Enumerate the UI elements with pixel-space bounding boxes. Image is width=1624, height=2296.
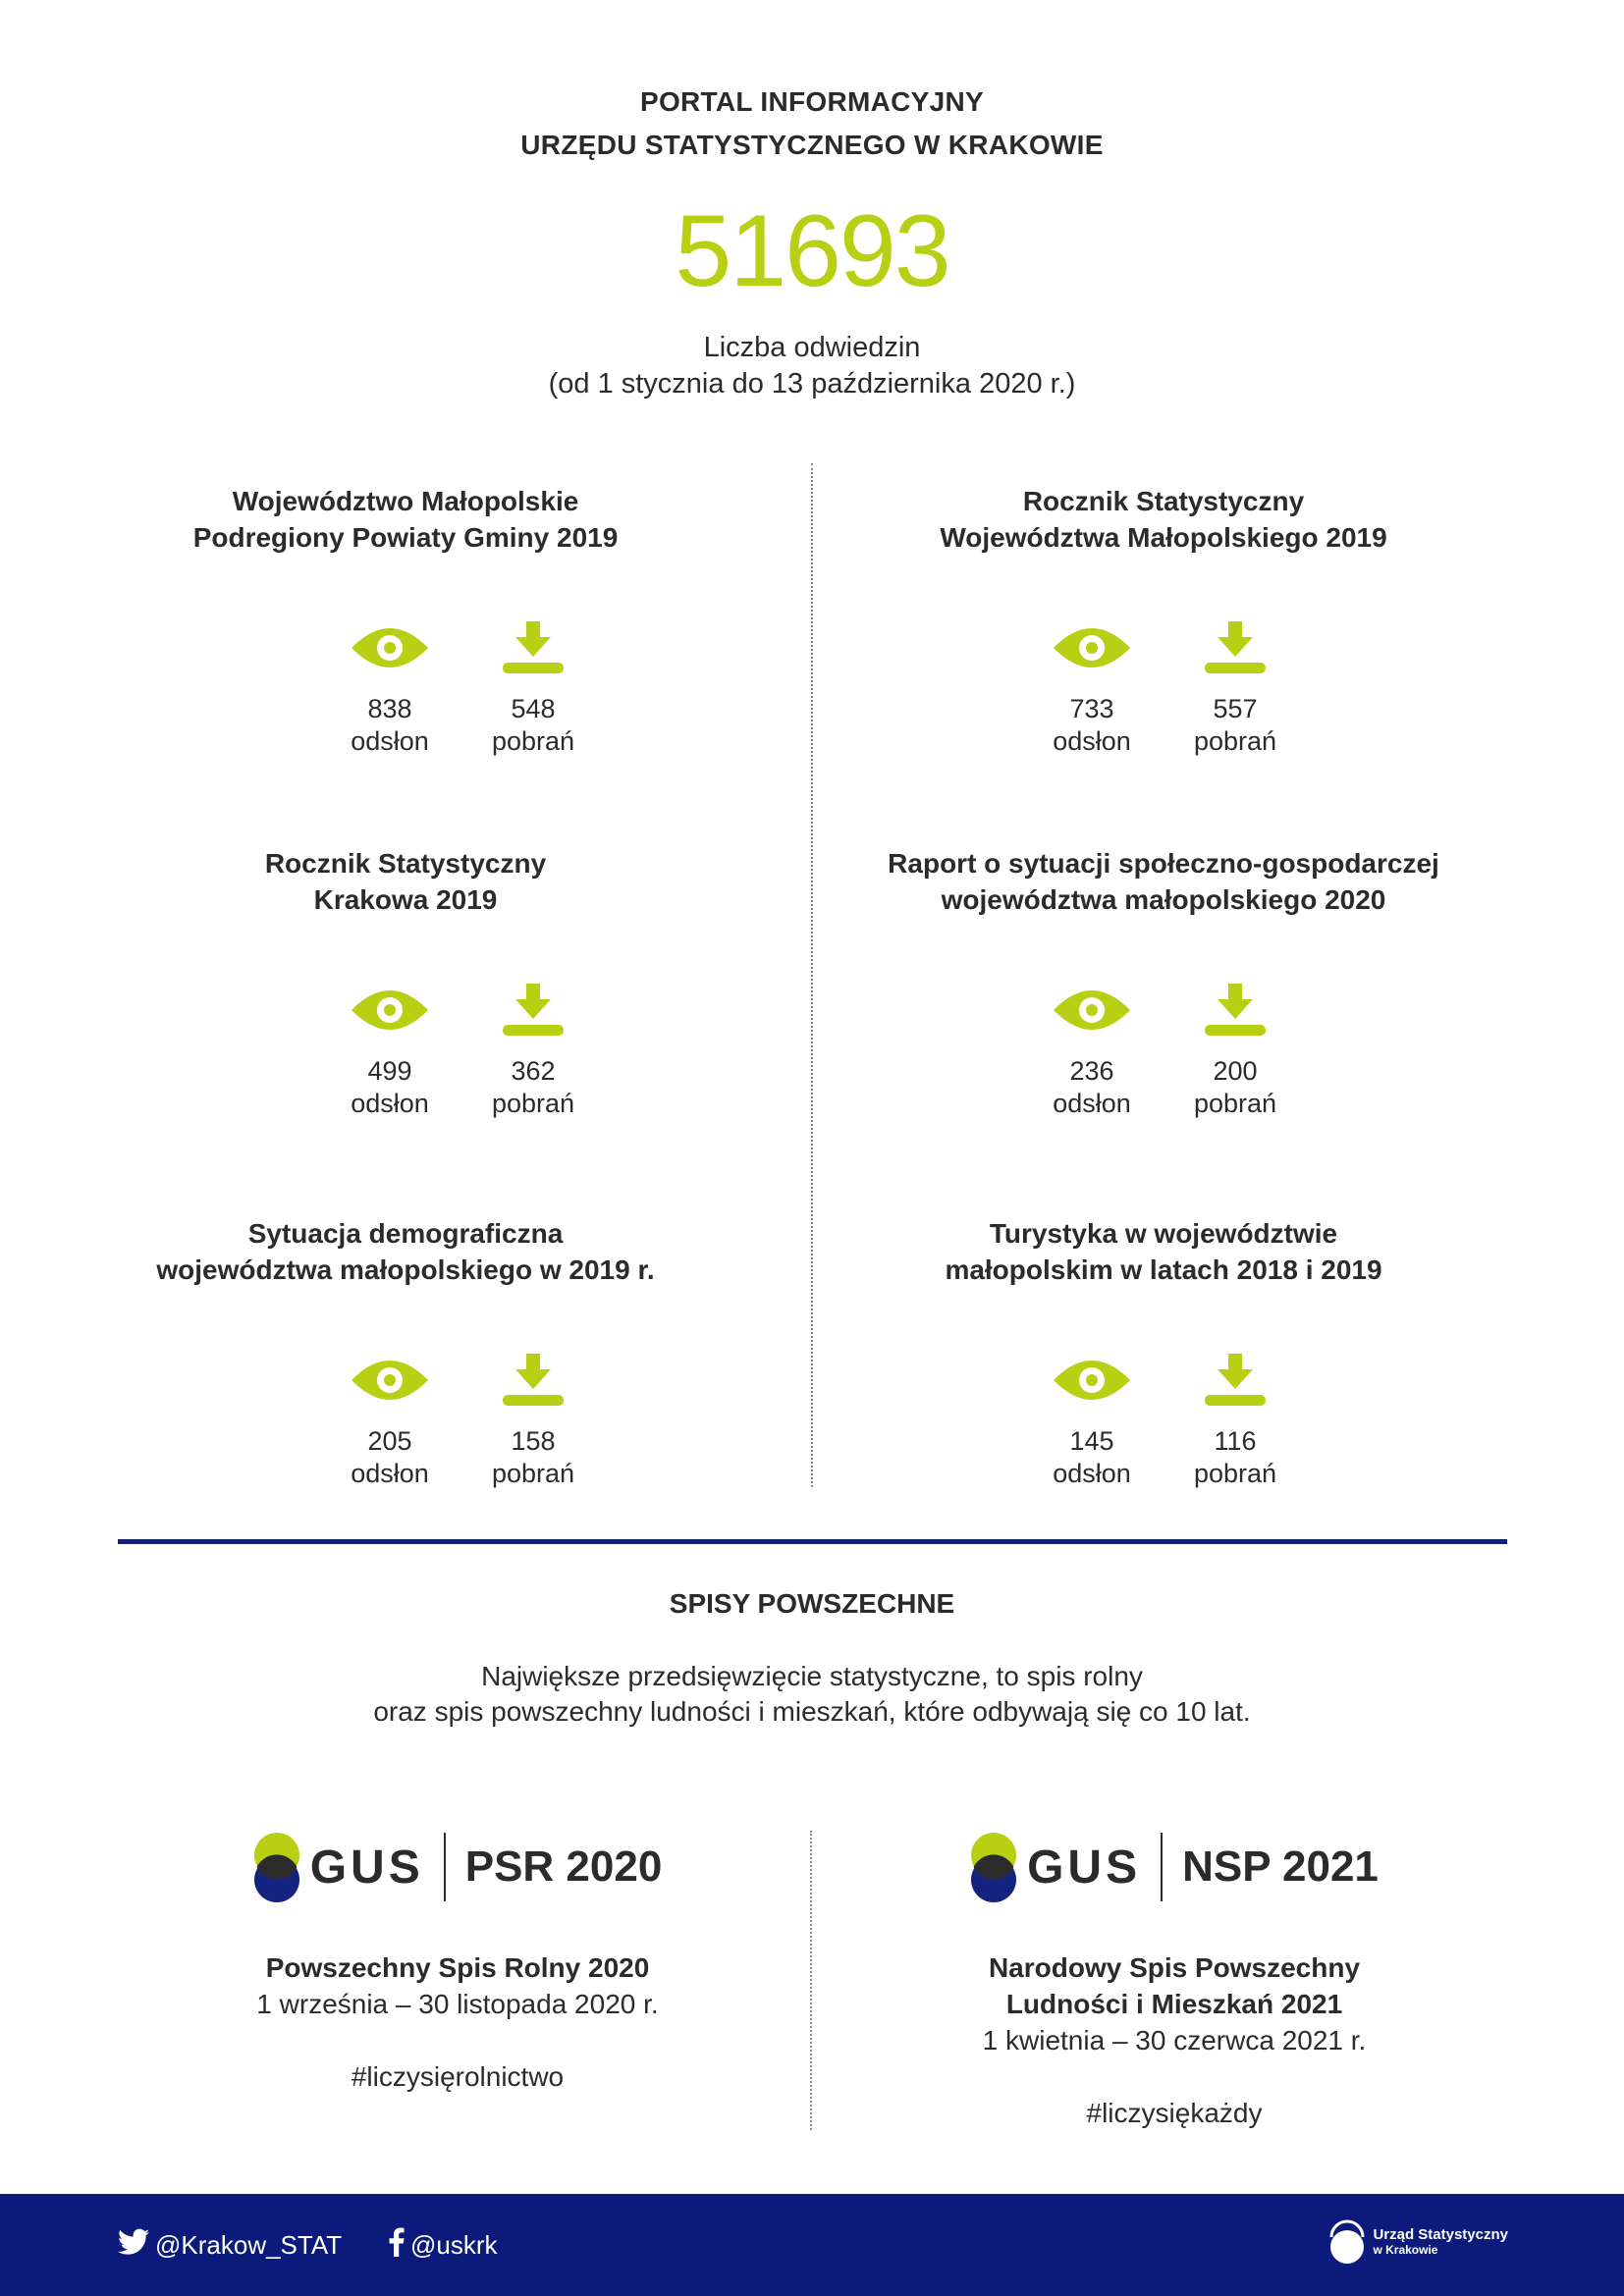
- views-stat: [1023, 981, 1161, 1120]
- publication-title: [771, 1215, 1556, 1288]
- downloads-count: 548: [511, 694, 556, 723]
- views-label: odsłon: [351, 1089, 429, 1118]
- section-divider: [118, 1539, 1507, 1544]
- views-stat: [1023, 1351, 1161, 1490]
- visits-caption: [0, 330, 1624, 402]
- downloads-count: 200: [1213, 1056, 1258, 1086]
- views-label: odsłon: [351, 1459, 429, 1488]
- download-icon: [464, 618, 602, 677]
- gus-wordmark: GUS: [1027, 1841, 1142, 1894]
- publication-title-line1: Turystyka w województwie: [989, 1218, 1338, 1249]
- downloads-stat: [464, 618, 602, 758]
- publication-stats: [771, 1351, 1556, 1498]
- publication-title: [13, 845, 798, 918]
- publication-title-line1: Raport o sytuacji społeczno-gospodarczej: [888, 848, 1439, 879]
- downloads-label: pobrań: [1193, 1459, 1277, 1488]
- views-count: 145: [1069, 1426, 1114, 1456]
- logo-separator: [1161, 1833, 1163, 1901]
- twitter-link[interactable]: [118, 2194, 342, 2296]
- views-label: odsłon: [1053, 1459, 1131, 1488]
- gus-wordmark: GUS: [309, 1841, 424, 1894]
- publication-title: [771, 483, 1556, 556]
- download-icon: [1166, 618, 1304, 677]
- facebook-handle: @uskrk: [410, 2229, 498, 2260]
- census-title: Powszechny Spis Rolny 2020: [265, 1952, 650, 1983]
- census-dates: 1 września – 30 listopada 2020 r.: [256, 1989, 659, 2019]
- publication-title-line2: Województwa Małopolskiego 2019: [940, 522, 1387, 553]
- views-count: 838: [367, 694, 412, 723]
- psr-logo: [65, 1828, 850, 1906]
- org-name-line2: w Krakowie: [1373, 2243, 1438, 2257]
- views-stat: [321, 618, 459, 758]
- page-title-line1: PORTAL INFORMACYJNY: [639, 86, 984, 117]
- download-icon: [1166, 981, 1304, 1040]
- downloads-stat: [1166, 1351, 1304, 1490]
- downloads-count: 116: [1214, 1426, 1257, 1456]
- page-title-line2: URZĘDU STATYSTYCZNEGO W KRAKOWIE: [520, 130, 1104, 160]
- downloads-count: 362: [511, 1056, 556, 1086]
- column-divider: [811, 463, 813, 1487]
- eye-icon: [1023, 981, 1161, 1040]
- gus-logo-icon: [253, 1833, 300, 1901]
- publication-title-line2: małopolskim w latach 2018 i 2019: [945, 1255, 1382, 1285]
- publication-card: [771, 483, 1556, 756]
- twitter-icon: [118, 2228, 155, 2263]
- footer: [0, 2194, 1624, 2296]
- census-card-nsp: [782, 1828, 1567, 2131]
- census-desc-line1: Największe przedsięwzięcie statystyczne, to spis rolny: [481, 1661, 1143, 1691]
- downloads-stat: [464, 981, 602, 1120]
- census-title-line2: Ludności i Mieszkań 2021: [1005, 1989, 1343, 2019]
- eye-icon: [1023, 1351, 1161, 1410]
- publication-stats: [13, 981, 798, 1128]
- publication-title: [771, 845, 1556, 918]
- views-label: odsłon: [1053, 726, 1131, 756]
- views-count: 236: [1069, 1056, 1114, 1086]
- gus-logo-icon: [970, 1833, 1017, 1901]
- org-logo: [1327, 2212, 1508, 2271]
- publication-title-line2: Krakowa 2019: [313, 884, 498, 915]
- publication-title-line2: Podregiony Powiaty Gminy 2019: [192, 522, 619, 553]
- views-label: odsłon: [351, 726, 429, 756]
- page-title: [0, 80, 1624, 167]
- downloads-count: 158: [511, 1426, 556, 1456]
- views-stat: [321, 981, 459, 1120]
- publication-title-line1: Rocznik Statystyczny: [1022, 486, 1305, 516]
- census-dates: 1 kwietnia – 30 czerwca 2021 r.: [982, 2025, 1367, 2056]
- views-stat: [321, 1351, 459, 1490]
- publication-title: [13, 483, 798, 556]
- publication-title: [13, 1215, 798, 1288]
- census-desc-line2: oraz spis powszechny ludności i mieszkań, które odbywają się co 10 lat.: [373, 1696, 1251, 1727]
- views-count: 205: [367, 1426, 412, 1456]
- downloads-label: pobrań: [1193, 726, 1277, 756]
- eye-icon: [321, 1351, 459, 1410]
- publication-title-line1: Sytuacja demograficzna: [247, 1218, 564, 1249]
- publication-card: [13, 845, 798, 1118]
- publication-stats: [13, 618, 798, 766]
- downloads-stat: [1166, 981, 1304, 1120]
- census-card-psr: [65, 1828, 850, 2095]
- downloads-stat: [1166, 618, 1304, 758]
- publication-card: [13, 1215, 798, 1488]
- publication-card: [13, 483, 798, 756]
- visits-period: (od 1 stycznia do 13 października 2020 r.): [548, 368, 1076, 400]
- publication-title-line2: województwa małopolskiego 2020: [941, 884, 1386, 915]
- census-code: NSP 2021: [1182, 1842, 1379, 1891]
- org-logo-icon: [1327, 2212, 1367, 2271]
- publication-title-line1: Rocznik Statystyczny: [264, 848, 547, 879]
- eye-icon: [1023, 618, 1161, 677]
- facebook-link[interactable]: [389, 2194, 498, 2296]
- visits-label: Liczba odwiedzin: [703, 332, 921, 363]
- eye-icon: [321, 981, 459, 1040]
- visits-count: 51693: [675, 194, 949, 308]
- views-count: 733: [1069, 694, 1114, 723]
- download-icon: [464, 981, 602, 1040]
- downloads-stat: [464, 1351, 602, 1490]
- downloads-label: pobrań: [491, 726, 575, 756]
- downloads-label: pobrań: [491, 1089, 575, 1118]
- views-stat: [1023, 618, 1161, 758]
- census-code: PSR 2020: [464, 1842, 663, 1891]
- logo-separator: [444, 1833, 446, 1901]
- eye-icon: [321, 618, 459, 677]
- twitter-handle: @Krakow_STAT: [155, 2229, 343, 2260]
- census-section-title: SPISY POWSZECHNE: [669, 1588, 955, 1619]
- census-title-line1: Narodowy Spis Powszechny: [988, 1952, 1361, 1983]
- org-name-line1: Urząd Statystyczny: [1373, 2226, 1508, 2243]
- publication-title-line1: Województwo Małopolskie: [232, 486, 579, 516]
- publication-card: [771, 1215, 1556, 1488]
- views-label: odsłon: [1053, 1089, 1131, 1118]
- census-hashtag: #liczysięrolnictwo: [351, 2061, 565, 2092]
- publication-stats: [771, 618, 1556, 766]
- nsp-logo: [782, 1828, 1567, 1906]
- facebook-icon: [389, 2227, 410, 2264]
- census-hashtag: #liczysiękażdy: [1086, 2098, 1263, 2128]
- publication-stats: [771, 981, 1556, 1128]
- downloads-count: 557: [1213, 694, 1258, 723]
- publication-card: [771, 845, 1556, 1118]
- download-icon: [1166, 1351, 1304, 1410]
- publication-title-line2: województwa małopolskiego w 2019 r.: [156, 1255, 655, 1285]
- downloads-label: pobrań: [491, 1459, 575, 1488]
- census-section-description: [0, 1659, 1624, 1730]
- publication-stats: [13, 1351, 798, 1498]
- downloads-label: pobrań: [1193, 1089, 1277, 1118]
- views-count: 499: [367, 1056, 412, 1086]
- download-icon: [464, 1351, 602, 1410]
